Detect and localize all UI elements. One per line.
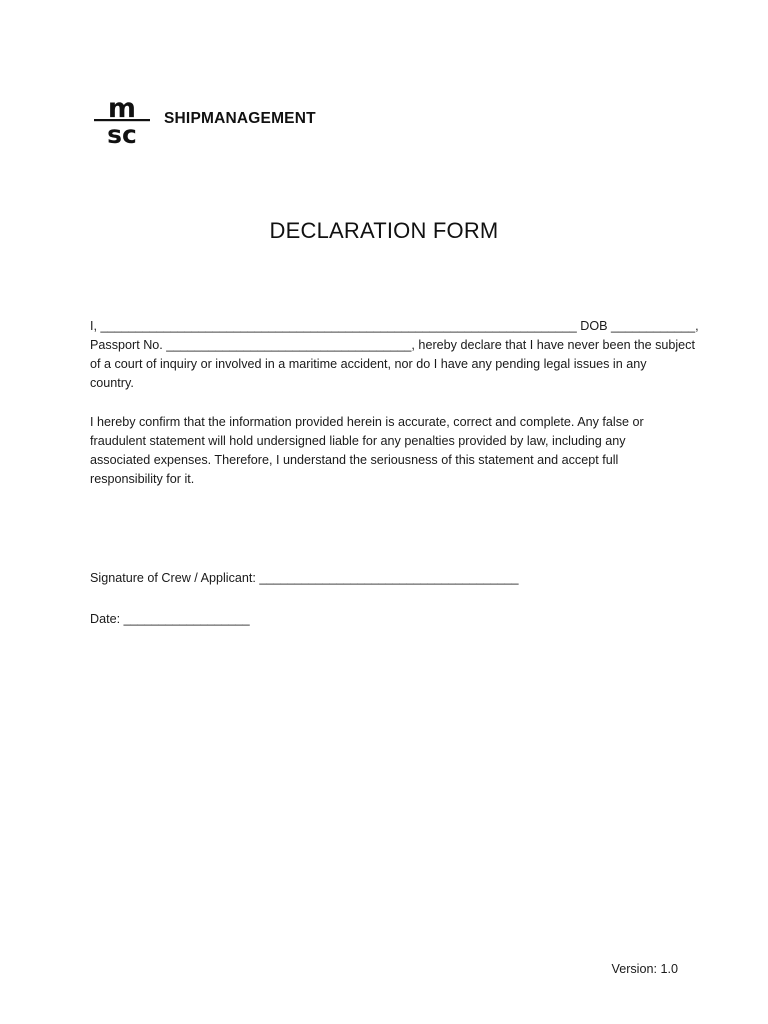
logo-mark-top: m [107,96,137,124]
company-logo [94,96,316,146]
msc-logo-icon [94,96,150,146]
confirmation-paragraph [90,413,690,489]
confirmation-line-4: responsibility for it. [90,472,195,486]
declaration-line-name-dob[interactable]: I, ____________________________________________________________________ DOB ____________, [90,319,699,333]
date-field[interactable]: Date: __________________ [90,612,250,626]
confirmation-line-1: I hereby confirm that the information provided herein is accurate, correct and complete. Any false or [90,415,644,429]
confirmation-line-2: fraudulent statement will hold undersigned liable for any penalties provided by law, including any [90,434,626,448]
declaration-line-3: of a court of inquiry or involved in a maritime accident, nor do I have any pending legal issues in any [90,357,647,371]
page-title: DECLARATION FORM [269,218,499,243]
version-label: Version: 1.0 [611,962,678,976]
signature-field[interactable]: Signature of Crew / Applicant: _____________________________________ [90,571,519,585]
confirmation-line-3: associated expenses. Therefore, I understand the seriousness of this statement and accept full [90,453,619,467]
declaration-line-4: country. [90,376,134,390]
logo-mark-bottom: sc [107,120,137,146]
logo-wordmark: SHIPMANAGEMENT [164,110,316,127]
declaration-line-passport[interactable]: Passport No. ___________________________________, hereby declare that I have never been the subject [90,338,695,352]
declaration-paragraph [90,317,699,393]
